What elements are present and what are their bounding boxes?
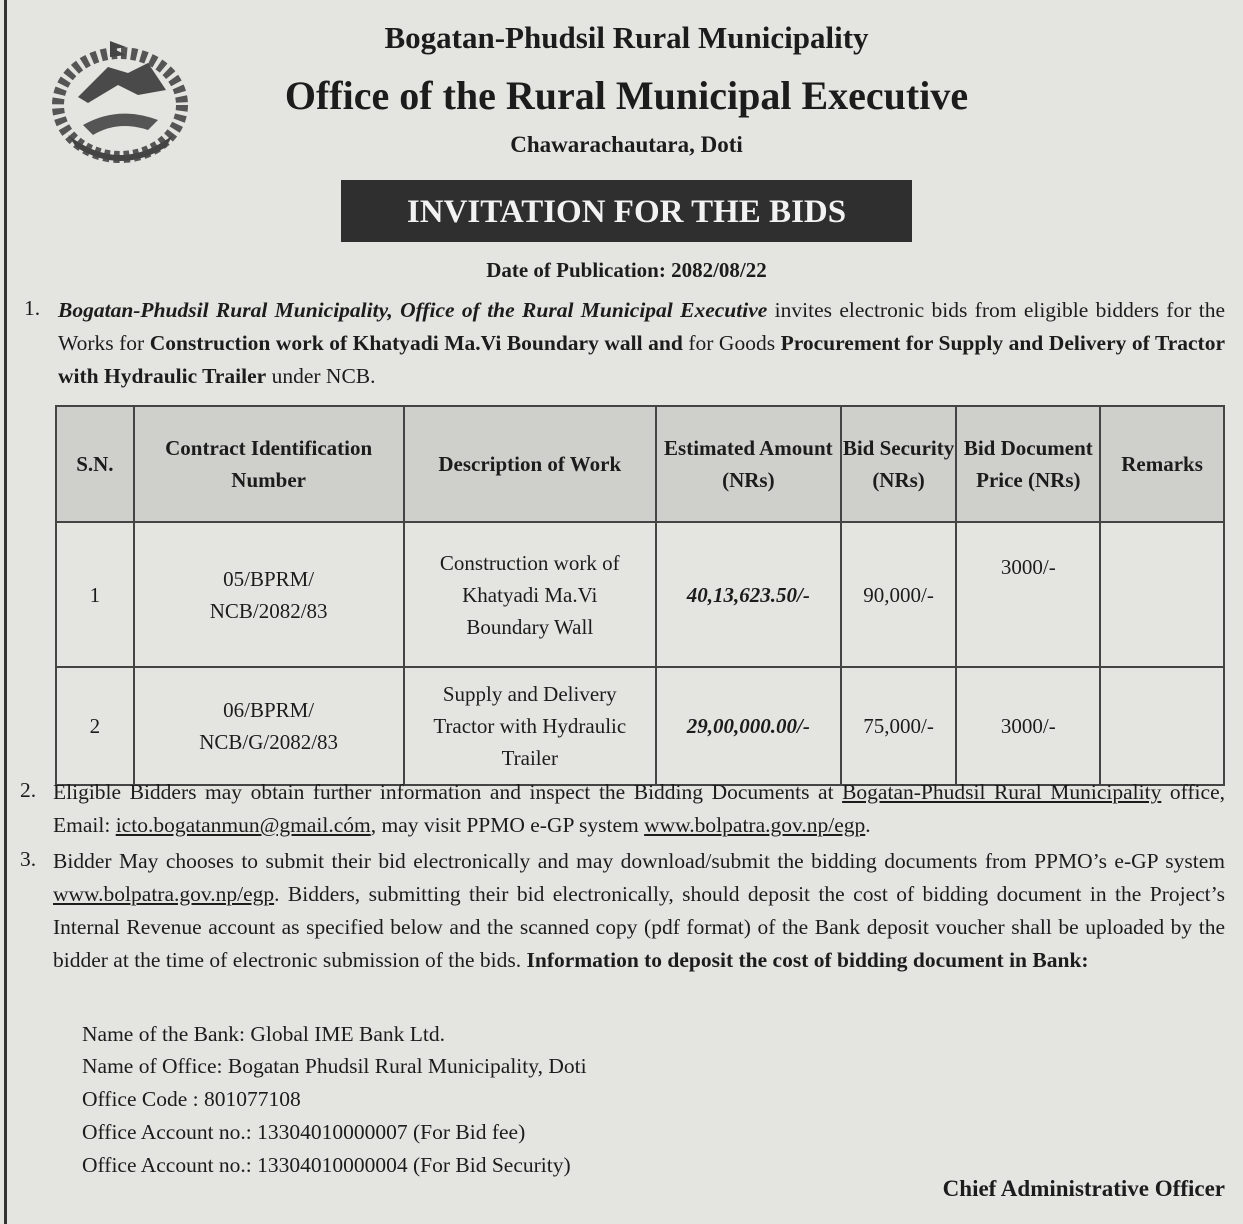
cell-estimated-amount: 29,00,000.00/- xyxy=(656,667,841,785)
paragraph-3 xyxy=(53,845,1225,977)
para2-number: 2. xyxy=(20,778,37,802)
text: . xyxy=(865,813,871,837)
text: under NCB. xyxy=(266,364,376,388)
bank-name: Name of the Bank: Global IME Bank Ltd. xyxy=(82,1022,446,1046)
header-remarks: Remarks xyxy=(1100,406,1224,522)
works-name: Construction work of Khatyadi Ma.Vi Boundary wall and xyxy=(149,331,683,355)
office-code: Office Code : 801077108 xyxy=(82,1087,301,1111)
para1-number: 1. xyxy=(24,296,41,320)
cell-bid-security: 75,000/- xyxy=(841,667,957,785)
text: Eligible Bidders may obtain further information and inspect the Bidding Documents at xyxy=(53,780,843,804)
text: office, Email: xyxy=(53,780,1225,837)
cell-document-price: 3000/- xyxy=(956,522,1100,667)
notice-title-banner: INVITATION FOR THE BIDS xyxy=(341,180,912,242)
text: invites electronic bids from eligible bidders for the Works for xyxy=(58,298,1225,355)
issuer: Bogatan-Phudsil Rural Municipality, Office of the Rural Municipal Executive xyxy=(58,298,768,322)
email-link[interactable]: icto.bogatanmun@gmail.cóm xyxy=(115,813,371,837)
signature-title: Chief Administrative Officer xyxy=(942,1176,1225,1201)
cell-remarks xyxy=(1100,522,1224,667)
text: , may visit PPMO e-GP system xyxy=(370,813,645,837)
cell-contract-id: 05/BPRM/ NCB/2082/83 xyxy=(134,522,404,667)
cell-bid-security: 90,000/- xyxy=(841,522,957,667)
office-name: Office of the Rural Municipal Executive xyxy=(284,73,969,118)
publication-date: Date of Publication: 2082/08/22 xyxy=(486,258,767,282)
account-bid-fee: Office Account no.: 13304010000007 (For Bid fee) xyxy=(82,1120,526,1144)
egp-url-link[interactable]: www.bolpatra.gov.np/egp xyxy=(644,813,866,837)
text: . Bidders, submitting their bid electronically, should deposit the cost of bidding document in the Project’s Internal Revenue account as specified below and the scanned copy (pdf format) of the Bank deposit voucher shall be uploaded by the bidder at the time of electronic submission of the bids. xyxy=(53,882,1225,972)
municipality-link: Bogatan-Phudsil Rural Municipality xyxy=(842,780,1162,804)
cell-sn: 1 xyxy=(56,522,134,667)
bids-table xyxy=(55,405,1225,786)
cell-document-price: 3000/- xyxy=(956,667,1100,785)
header-sn: S.N. xyxy=(56,406,134,522)
left-border xyxy=(4,0,7,1224)
header-document-price: Bid Document Price (NRs) xyxy=(956,406,1100,522)
header-estimated-amount: Estimated Amount (NRs) xyxy=(656,406,841,522)
table-row xyxy=(56,522,1224,667)
text: for Goods xyxy=(682,331,781,355)
office-name-line: Name of Office: Bogatan Phudsil Rural Municipality, Doti xyxy=(82,1054,587,1078)
cell-estimated-amount: 40,13,623.50/- xyxy=(656,522,841,667)
text: Bidder May chooses to submit their bid electronically and may download/submit the bidding documents from PPMO’s e-GP system xyxy=(53,849,1225,873)
header-contract-id: Contract Identification Number xyxy=(134,406,404,522)
cell-remarks xyxy=(1100,667,1224,785)
cell-description: Supply and Delivery Tractor with Hydraulic Trailer xyxy=(404,667,657,785)
account-bid-security: Office Account no.: 13304010000004 (For Bid Security) xyxy=(82,1153,571,1177)
egp-url-link[interactable]: www.bolpatra.gov.np/egp xyxy=(53,882,275,906)
cell-sn: 2 xyxy=(56,667,134,785)
para3-number: 3. xyxy=(20,847,37,871)
header-description: Description of Work xyxy=(404,406,657,522)
bank-info-heading: Information to deposit the cost of bidding document in Bank: xyxy=(526,948,1089,972)
cell-description: Construction work of Khatyadi Ma.Vi Boundary Wall xyxy=(404,522,657,667)
municipality-name: Bogatan-Phudsil Rural Municipality xyxy=(384,20,869,55)
goods-name: Procurement for Supply and Delivery of Tractor with Hydraulic Trailer xyxy=(58,331,1225,388)
header-bid-security: Bid Security (NRs) xyxy=(841,406,957,522)
cell-contract-id: 06/BPRM/ NCB/G/2082/83 xyxy=(134,667,404,785)
paragraph-2 xyxy=(53,776,1225,842)
table-row xyxy=(56,667,1224,785)
location: Chawarachautara, Doti xyxy=(510,132,743,157)
paragraph-1 xyxy=(58,294,1225,393)
